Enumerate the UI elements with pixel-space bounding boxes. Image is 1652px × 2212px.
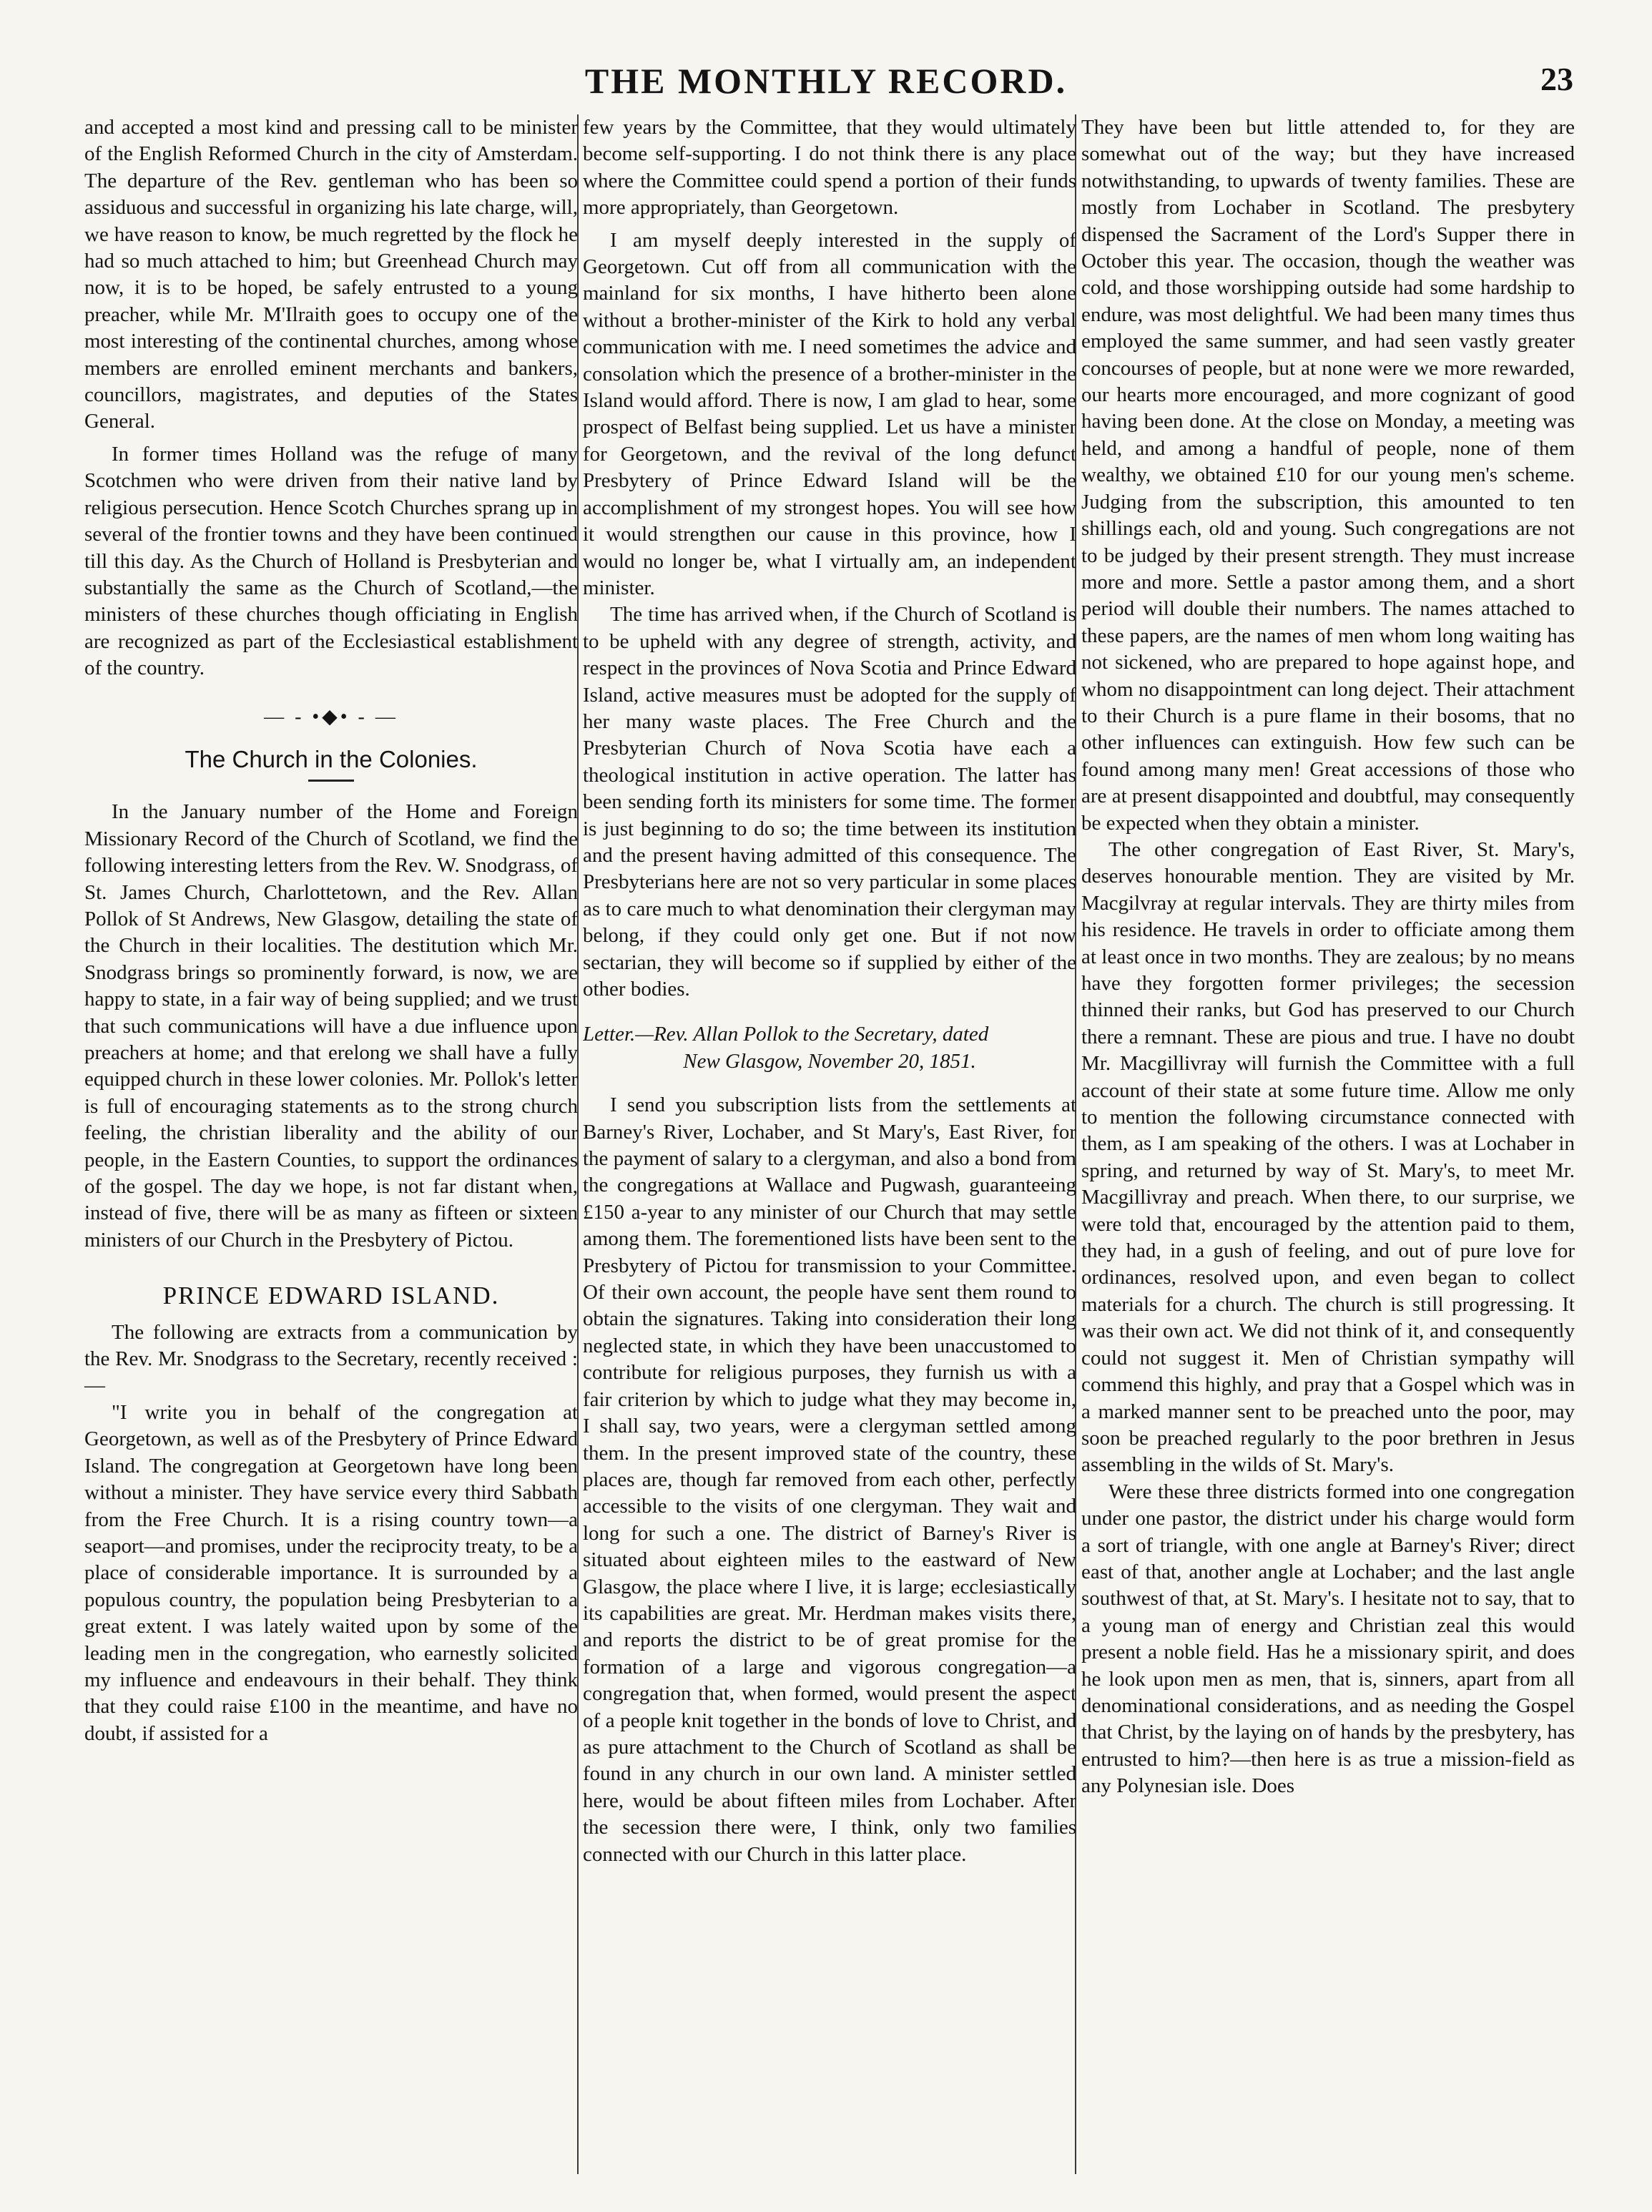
letter-heading-line: Letter.—Rev. Allan Pollok to the Secretary, dated: [583, 1023, 989, 1046]
paragraph: few years by the Committee, that they would ultimately become self-supporting. I do not think there is any place where the Committee could spend a portion of their funds more appropriately, than Georgetown.: [583, 116, 1076, 220]
subsection-title: PRINCE EDWARD ISLAND.: [162, 1282, 500, 1310]
letter-heading-line: New Glasgow, November 20, 1851.: [683, 1049, 976, 1073]
paragraph: and accepted a most kind and pressing call to be minister of the English Reformed Church in the city of Amsterdam. The departure of the Rev. gentleman who has been so assiduous and successful in organizing his late charge, will, we have reason to know, be much regretted by the flock he had so much attached to him; but Greenhead Church may now, it is to be hoped, be safely entrusted to a young preacher, while Mr. M'Ilraith goes to occupy one of the most interesting of the continental churches, among whose members are enrolled eminent merchants and bankers, councillors, magistrates, and deputies of the States General.: [84, 116, 578, 433]
paragraph: "I write you in behalf of the congregation at Georgetown, as well as of the Presbytery of Prince Edward Island. The congregation at Georgetown have long been without a minister. They have service every third Sabbath from the Free Church. It is a rising country town—a seaport—and promises, under the reciprocity treaty, to be a place of considerable importance. It is surrounded by a populous country, the population being Presbyterian to a great extent. I was lately waited upon by some of the leading men in the congregation, who earnestly solicited my influence and endeavours in their behalf. They think that they could raise £100 in the meantime, and have no doubt, if assisted for a: [84, 1400, 578, 1745]
column-left: [84, 114, 578, 2174]
title-rule: [308, 780, 354, 782]
running-title: THE MONTHLY RECORD.: [584, 61, 1068, 101]
paragraph: In the January number of the Home and Foreign Missionary Record of the Church of Scotland, we find the following interesting letters from the Rev. W. Snodgrass, of St. James Church, Charlottetown, and the Rev. Allan Pollok of St Andrews, New Glasgow, detailing the state of the Church in their localities. The destitution which Mr. Snodgrass brings so prominently forward, is now, we are happy to state, in a fair way of being supplied; and we trust that such communications will have a due influence upon preachers at home; and that erelong we shall have a fully equipped church in these lower colonies. Mr. Pollok's letter is full of encouraging statements as to the strong church feeling, the christian liberality and the ability of our people, in the Eastern Counties, to support the ordinances of the gospel. The day we hope, is not far distant when, instead of five, there will be as many as fifteen or sixteen ministers of our Church in the Presbytery of Pictou.: [84, 800, 578, 1252]
paragraph: Were these three districts formed into one congregation under one pastor, the district under his charge would form a sort of triangle, with one angle at Barney's River; direct east of that, another angle at Lochaber; and the last angle southwest of that, at St. Mary's. I hesitate not to say, that to a young man of energy and Christian zeal this would present a noble field. Has he a missionary spirit, and does he look upon men as men, that is, sinners, apart from all denominational considerations, and as needing the Gospel that Christ, by the laying on of hands by the presbytery, has entrusted to him?—then here is as true a mission-field as any Polynesian isle. Does: [1081, 1480, 1575, 1798]
letter-heading: [583, 1021, 1076, 1075]
section-title: The Church in the Colonies.: [185, 745, 478, 772]
paragraph: I send you subscription lists from the settlements at Barney's River, Lochaber, and St Mary's, East River, for the payment of salary to a clergyman, and also a bond from the congregations at Wallace and Pugwash, guaranteeing £150 a-year to any minister of our Church that may settle among them. The forementioned lists have been sent to the Presbytery of Pictou for transmission to your Committee. Of their own account, the people have sent them round to obtain the signatures. Taking into consideration their long neglected state, in which they have been unaccustomed to contribute for religious purposes, they furnish us with a fair criterion by which to judge what they may become in, I shall say, two years, were a clergyman settled among them. In the present improved state of the country, these places are, though far removed from each other, perfectly accessible to the visits of one clergyman. They wait and long for such a one. The district of Barney's River is situated about eighteen miles to the eastward of New Glasgow, the place where I live, it is large; ecclesiastically its capabilities are great. Mr. Herdman makes visits there, and reports the district to be of great promise for the formation of a large and vigorous congregation—a congregation that, when formed, would present the aspect of a people knit together in the bonds of love to Christ, and as pure attachment to the Church of Scotland as shall be found in any church in our own land. A minister settled here, would be about fifteen miles from Lochaber. After the secession there were, I think, only two families connected with our Church in this latter place.: [583, 1093, 1076, 1866]
column-right: [1081, 114, 1575, 2174]
column-middle: [583, 114, 1076, 2174]
running-head: [0, 60, 1652, 103]
paragraph: The other congregation of East River, St. Mary's, deserves honourable mention. They are visited by Mr. Macgilvray at regular intervals. They are thirty miles from his residence. He travels in order to officiate among them at least once in two months. They are zealous; by no means have they forgotten former privileges; the secession thinned their ranks, but God has preserved to our Church there a remnant. These are pious and true. I have no doubt Mr. Macgillivray will furnish the Committee with a full account of their state at some future time. Allow me only to mention the following circumstance connected with them, as I am speaking of the others. I was at Lochaber in spring, and returned by way of St. Mary's, to meet Mr. Macgillivray and preach. When there, to our surprise, we were told that, encouraged by the attention paid to them, they had, in a gush of feeling, and out of pure love for ordinances, resolved upon, and even began to collect materials for a church. The church is still progressing. It was their own act. We did not think of it, and consequently could not suggest it. Men of Christian sympathy will commend this highly, and pray that a Gospel which was in a marked manner sent to be preached unto the poor, may soon be preached regularly to the poor brethren in Jesus assembling in the wilds of St. Mary's.: [1081, 837, 1575, 1477]
paragraph: In former times Holland was the refuge of many Scotchmen who were driven from their native land by religious persecution. Hence Scotch Churches sprang up in several of the frontier towns and they have been continued till this day. As the Church of Holland is Presbyterian and substantially the same as the Church of Scotland,—the ministers of these churches though officiating in English are recognized as part of the Ecclesiastical establishment of the country.: [84, 442, 578, 680]
paragraph: The following are extracts from a communication by the Rev. Mr. Snodgrass to the Secretary, recently received :—: [84, 1320, 578, 1397]
page-number: 23: [1540, 61, 1573, 97]
paragraph: I am myself deeply interested in the supply of Georgetown. Cut off from all communication with the mainland for six months, I have hitherto been alone without a brother-minister of the Kirk to hold any verbal communication with me. I need sometimes the advice and consolation which the presence of a brother-minister in the Island would afford. There is now, I am glad to hear, some prospect of Belfast being supplied. Let us have a minister for Georgetown, and the revival of the long defunct Presbytery of Prince Edward Island will be the accomplishment of my strongest hopes. You will see how it would strengthen our cause in this province, how I would no longer be, what I virtually am, an independent minister.: [583, 228, 1076, 599]
paragraph: They have been but little attended to, for they are somewhat out of the way; but they have increased notwithstanding, to upwards of twenty families. These are mostly from Lochaber in Scotland. The presbytery dispensed the Sacrament of the Lord's Supper there in October this year. The occasion, though the weather was cold, and those worshipping outside had some hardship to endure, was most delightful. We had been many times thus employed the same summer, and had seen vastly greater concourses of people, but at none were we more rewarded, our hearts more encouraged, and more cognizant of good having been done. At the close on Monday, a meeting was held, and among a handful of people, none of them wealthy, we obtained £10 for our young men's scheme. Judging from the subscription, this amounted to ten shillings each, old and young. Such congregations are not to be judged by their present strength. They must increase more and more. Settle a pastor among them, and a short period will double their numbers. The names attached to these papers, are the names of men whom long waiting has not sickened, who are prepared to hope against hope, and whom no disappointment can long deject. Their attachment to their Church is a pure flame in their bosoms, that no other influences can extinguish. How few such can be found among many men! Great accessions of those who are at present disappointed and doubtful, may consequently be expected when they obtain a minister.: [1081, 116, 1575, 835]
section-ornament: — - •◆• - —: [264, 705, 398, 728]
paragraph: The time has arrived when, if the Church of Scotland is to be upheld with any degree of strength, activity, and respect in the provinces of Nova Scotia and Prince Edward Island, active measures must be adopted for the supply of her many waste places. The Free Church and the Presbyterian Church of Nova Scotia have each a theological institution in active operation. The latter has been sending forth its ministers for some time. The former is just beginning to do so; the time between its institution and the present having admitted of this consequence. The Presbyterians here are not so very particular in some places as to care much to what denomination their clergyman may belong, if they could only get one. But if not now sectarian, they will become so if supplied by either of the other bodies.: [583, 603, 1076, 1001]
